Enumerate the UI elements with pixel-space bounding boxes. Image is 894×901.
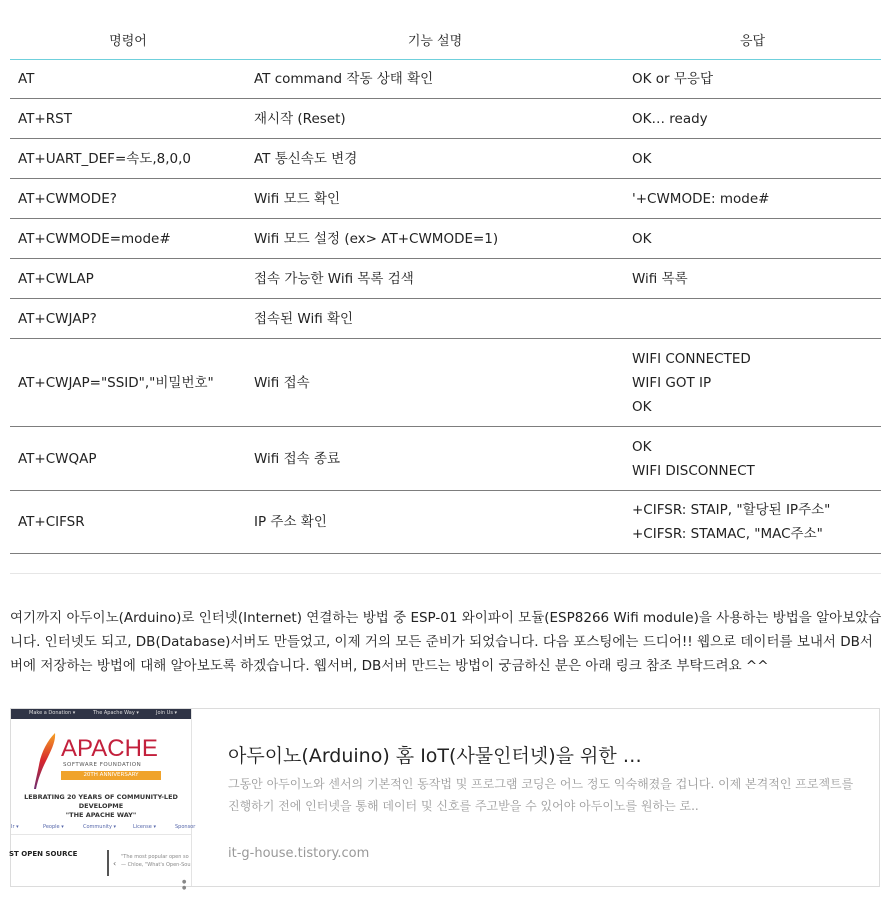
header-command: 명령어 [10, 20, 246, 60]
thumbnail-nav-item: Make a Donation ▾ [29, 710, 76, 716]
description-cell: AT 통신속도 변경 [246, 139, 624, 179]
table-row [10, 99, 881, 139]
link-preview-card[interactable] [9, 708, 880, 891]
description-cell: 재시작 (Reset) [246, 99, 624, 139]
thumbnail-link: Sponsor [175, 824, 196, 830]
description-cell: Wifi 모드 설정 (ex> AT+CWMODE=1) [246, 219, 624, 259]
command-cell: AT [10, 60, 246, 99]
table-row [10, 139, 881, 179]
header-response: 응답 [624, 20, 881, 60]
response-cell [624, 99, 881, 139]
response-line: WIFI DISCONNECT [632, 462, 755, 479]
response-line: +CIFSR: STAMAC, "MAC주소" [632, 526, 823, 542]
section-divider [10, 573, 881, 574]
thumbnail-headline-line: LEBRATING 20 YEARS OF COMMUNITY-LED DEVELOPME [24, 793, 178, 810]
apache-feather-icon [33, 731, 61, 791]
response-line: OK [632, 438, 652, 455]
thumbnail-link: Ir ▾ [11, 824, 19, 830]
thumbnail-nav-item: The Apache Way ▾ [93, 710, 139, 716]
table-row [10, 219, 881, 259]
response-line: '+CWMODE: mode# [632, 190, 770, 207]
response-cell [624, 299, 881, 339]
command-cell: AT+RST [10, 99, 246, 139]
description-cell: AT command 작동 상태 확인 [246, 60, 624, 99]
response-cell [624, 339, 881, 427]
response-cell [624, 139, 881, 179]
response-line: OK [632, 150, 652, 167]
response-cell [624, 259, 881, 299]
response-cell [624, 179, 881, 219]
response-line: OK [632, 230, 652, 247]
thumbnail-separator [11, 834, 191, 835]
table-row [10, 427, 881, 491]
apache-logo-text: APACHE [61, 735, 158, 762]
description-cell: Wifi 접속 종료 [246, 427, 624, 491]
header-description: 기능 설명 [246, 20, 624, 60]
thumbnail-link: Community ▾ [83, 824, 117, 830]
command-cell: AT+CWMODE? [10, 179, 246, 219]
thumbnail-headline-line: "THE APACHE WAY" [65, 811, 137, 819]
at-command-table [10, 20, 881, 554]
carousel-dots: ● ● [182, 879, 187, 891]
table-row [10, 491, 881, 554]
link-url[interactable]: it-g-house.tistory.com [228, 846, 370, 861]
anniversary-badge: 20TH ANNIVERSARY [61, 771, 161, 780]
response-line: OK or 무응답 [632, 71, 713, 87]
description-cell: 접속된 Wifi 확인 [246, 299, 624, 339]
command-cell: AT+CWMODE=mode# [10, 219, 246, 259]
response-line: WIFI GOT IP [632, 374, 712, 391]
apache-foundation-text: SOFTWARE FOUNDATION [63, 762, 142, 768]
table-row [10, 179, 881, 219]
link-thumbnail[interactable] [9, 709, 196, 891]
thumbnail-banner-text: ST OPEN SOURCE [9, 850, 78, 858]
table-row [10, 60, 881, 99]
response-line: WIFI CONNECTED [632, 350, 751, 367]
response-cell [624, 427, 881, 491]
thumbnail-bar [107, 850, 109, 876]
description-cell: Wifi 모드 확인 [246, 179, 624, 219]
thumbnail-nav-item: Join Us ▾ [156, 710, 178, 716]
description-cell: Wifi 접속 [246, 339, 624, 427]
response-cell [624, 491, 881, 554]
thumbnail-quote-line: "The most popular open so [121, 854, 189, 860]
thumbnail-link: People ▾ [43, 824, 64, 830]
description-cell: IP 주소 확인 [246, 491, 624, 554]
description-cell: 접속 가능한 Wifi 목록 검색 [246, 259, 624, 299]
response-line: Wifi 목록 [632, 270, 688, 287]
response-line: +CIFSR: STAIP, "할당된 IP주소" [632, 502, 831, 518]
command-cell: AT+CWLAP [10, 259, 246, 299]
carousel-arrow-icon: ‹ [113, 859, 117, 868]
thumbnail-link: License ▾ [133, 824, 156, 830]
command-cell: AT+CWJAP="SSID","비밀번호" [10, 339, 246, 427]
command-cell: AT+CWJAP? [10, 299, 246, 339]
table-row [10, 299, 881, 339]
table-row [10, 259, 881, 299]
table-row [10, 339, 881, 427]
body-paragraph: 여기까지 아두이노(Arduino)로 인터넷(Internet) 연결하는 방법 중 ESP-01 와이파이 모듈(ESP8266 Wifi module)을 사용하는 방법을 알아보았습니다. 인터넷도 되고, DB(Database)서버도 만들었고, 이제 거의 모든 준비가 되었습니다. 다음 포스팅에는 드디어!! 웹으로 데이터를 보내서 DB서버에 저장하는 방법에 대해 알아보도록 하겠습니다. 웹서버, DB서버 만드는 방법이 궁금하신 분은 아래 링크 참조 부탁드려요 ^^ [10, 610, 882, 674]
command-cell: AT+CIFSR [10, 491, 246, 554]
thumbnail-quote [121, 853, 201, 869]
link-title[interactable]: 아두이노(Arduino) 홈 IoT(사물인터넷)을 위한 … [228, 745, 642, 767]
thumbnail-nav-bar [11, 709, 191, 719]
command-cell: AT+UART_DEF=속도,8,0,0 [10, 139, 246, 179]
table-header-row [10, 20, 881, 60]
response-line: OK [632, 398, 652, 415]
command-cell: AT+CWQAP [10, 427, 246, 491]
thumbnail-quote-line: — Chloe, "What's Open-Sou [121, 862, 191, 868]
thumbnail-headline [11, 793, 191, 820]
command-table-container [10, 20, 881, 554]
link-description: 그동안 아두이노와 센서의 기본적인 동작법 및 프로그램 코딩은 어느 정도 익숙해졌을 겁니다. 이제 본격적인 프로젝트를 진행하기 전에 인터넷을 통해 데이터 및 신호를 주고받을 수 있어야 아두이노를 원하는 로.. [228, 777, 854, 813]
response-line: OK… ready [632, 110, 708, 127]
response-cell [624, 219, 881, 259]
response-cell [624, 60, 881, 99]
